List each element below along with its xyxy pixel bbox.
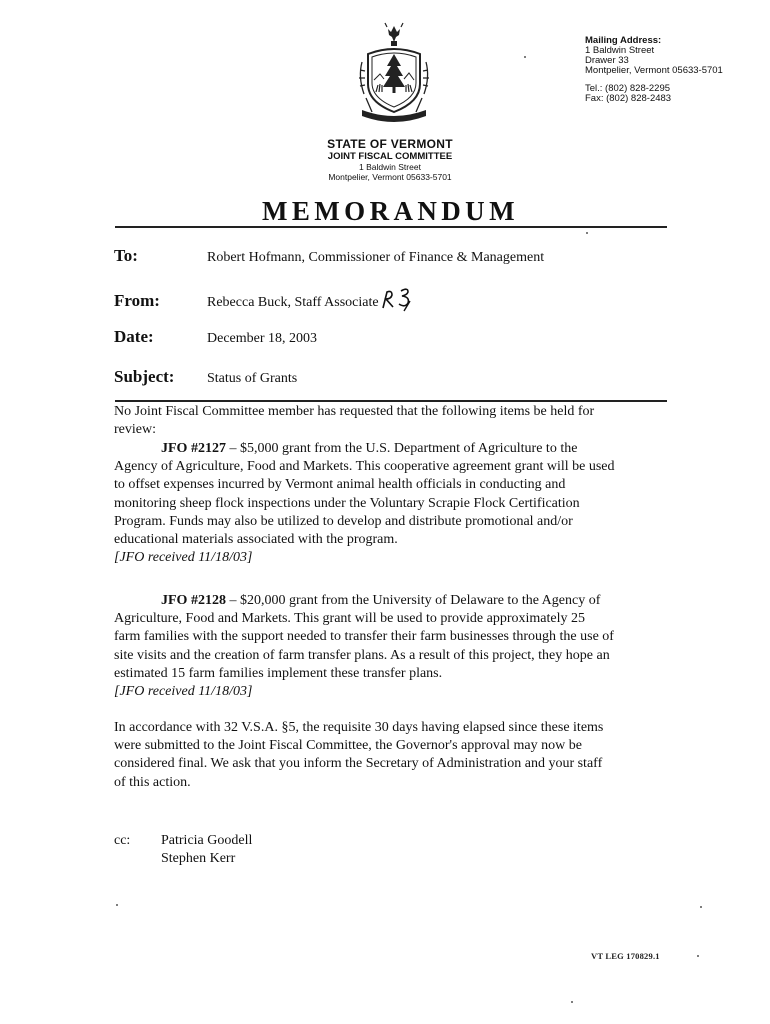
intro-line: No Joint Fiscal Committee member has requested that the following items be held for	[114, 404, 595, 419]
to-label: To:	[114, 246, 138, 265]
document-code: VT LEG 170829.1	[591, 951, 660, 961]
subject-value: Status of Grants	[207, 371, 298, 386]
intro-paragraph	[114, 403, 674, 439]
handwritten-initials-icon	[380, 286, 418, 312]
mailing-street: 1 Baldwin Street	[585, 45, 655, 56]
jfo-2128-line: site visits and the creation of farm transfer plans. As a result of this project, they hope an	[114, 647, 610, 663]
scan-speck	[524, 56, 526, 58]
fax: Fax: (802) 828-2483	[585, 93, 672, 104]
state-name: STATE OF VERMONT	[327, 137, 453, 151]
org-street: 1 Baldwin Street	[359, 162, 421, 172]
closing-line: In accordance with 32 V.S.A. §5, the requisite 30 days having elapsed since these items	[114, 720, 604, 735]
mailing-address-block	[585, 36, 723, 104]
scan-speck	[116, 904, 118, 906]
mailing-city: Montpelier, Vermont 05633-5701	[585, 65, 723, 76]
intro-line: review:	[114, 422, 156, 438]
title-rule	[115, 226, 667, 228]
from-label: From:	[114, 291, 160, 310]
jfo-2127-line: Agency of Agriculture, Food and Markets. This cooperative agreement grant will be used	[114, 459, 615, 475]
mailing-drawer: Drawer 33	[585, 55, 629, 66]
header-rule	[115, 400, 667, 402]
jfo-2127-line: monitoring sheep flock inspections under the Voluntary Scrapie Flock Certification	[114, 495, 580, 511]
cc-block	[114, 832, 252, 868]
closing-line: of this action.	[114, 774, 191, 790]
from-field	[114, 286, 418, 312]
org-city: Montpelier, Vermont 05633-5701	[328, 172, 452, 182]
closing-line: considered final. We ask that you inform the Secretary of Administration and your staff	[114, 756, 603, 772]
jfo-2128-line: farm families with the support needed to transfer their farm businesses through the use of	[114, 629, 614, 645]
date-value: December 18, 2003	[207, 331, 318, 346]
jfo-2127-line: Program. Funds may also be utilized to develop and distribute promotional and/or	[114, 513, 573, 529]
jfo-2128-line: estimated 15 farm families implement these transfer plans.	[114, 665, 443, 681]
to-value: Robert Hofmann, Commissioner of Finance & Management	[207, 250, 545, 265]
telephone: Tel.: (802) 828-2295	[585, 83, 671, 94]
closing-paragraph	[114, 719, 674, 792]
organization-header	[300, 137, 480, 182]
jfo-2128-id: JFO #2128	[161, 593, 226, 608]
jfo-2127-line: – $5,000 grant from the U.S. Department of Agriculture to the	[225, 441, 578, 456]
jfo-2127-paragraph	[114, 440, 674, 567]
scan-speck	[697, 955, 699, 957]
scan-speck	[700, 906, 702, 908]
jfo-2128-line: – $20,000 grant from the University of Delaware to the Agency of	[225, 593, 601, 608]
subject-field	[114, 367, 297, 387]
memorandum-title: MEMORANDUM	[262, 196, 519, 226]
closing-line: were submitted to the Joint Fiscal Committee, the Governor's approval may now be	[114, 738, 582, 754]
vermont-seal-icon	[354, 22, 434, 128]
committee-name: JOINT FISCAL COMMITTEE	[327, 151, 453, 162]
from-value: Rebecca Buck, Staff Associate	[207, 295, 379, 310]
scan-speck	[571, 1001, 573, 1003]
jfo-2127-line: to offset expenses incurred by Vermont animal health officials in conducting and	[114, 477, 566, 493]
jfo-2127-line: educational materials associated with the program.	[114, 532, 398, 548]
jfo-2127-id: JFO #2127	[161, 441, 226, 456]
jfo-2128-paragraph	[114, 592, 674, 701]
date-label: Date:	[114, 327, 154, 346]
cc-label: cc:	[114, 833, 131, 848]
jfo-2128-line: Agriculture, Food and Markets. This grant will be used to provide approximately 25	[114, 611, 585, 627]
date-field	[114, 327, 317, 347]
cc-recipient: Patricia Goodell	[161, 833, 253, 848]
subject-label: Subject:	[114, 367, 175, 386]
scan-speck	[586, 232, 588, 234]
to-field	[114, 246, 544, 266]
jfo-2127-received: [JFO received 11/18/03]	[114, 550, 253, 566]
jfo-2128-received: [JFO received 11/18/03]	[114, 684, 253, 700]
cc-recipient: Stephen Kerr	[161, 851, 236, 866]
mailing-address-label: Mailing Address:	[585, 35, 662, 46]
